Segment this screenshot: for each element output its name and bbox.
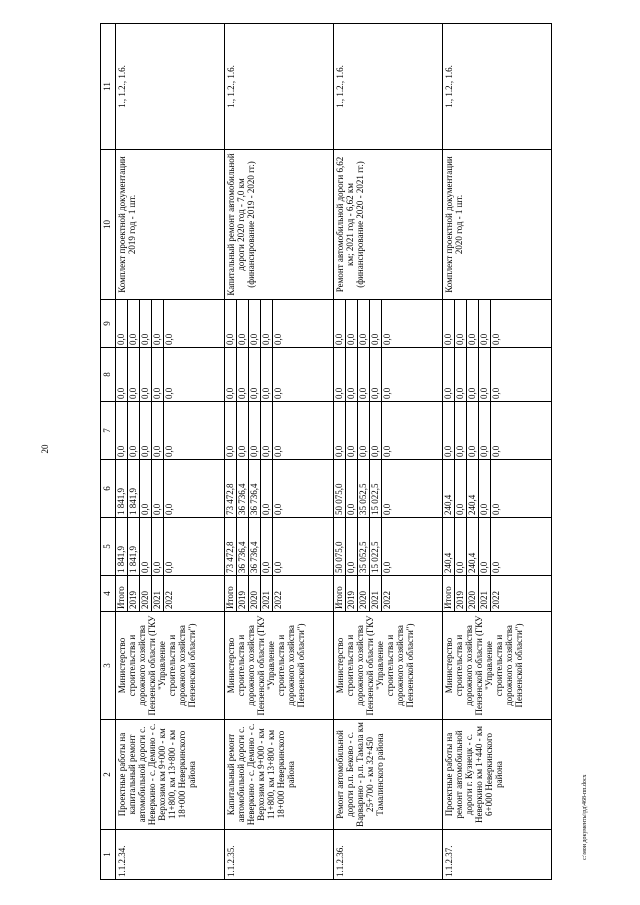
regional-budget-cell-value: 15 022,5 xyxy=(370,460,382,517)
activity-name: Проектные работы на капитальный ремонт автомобильной дороги с. Неверкино - с. Демино - с. Верхозим км 9+000 - км 11+800, км 13+800 - км 18+000 Неверкинского района xyxy=(116,720,225,830)
total-funding-cell-value: 0,0 xyxy=(273,561,283,573)
executor: Министерство строительства и дорожного хозяйства Пензенской области (ГКУ "Управление строительства и дорожного хозяйства Пензенской области") xyxy=(443,612,552,720)
footer-file-path: c:\мои документы\рд\468-пп.docx xyxy=(582,774,588,860)
total-funding-cell-value: 240,4 xyxy=(467,518,479,575)
total-funding-cell xyxy=(116,518,225,576)
regional-budget-cell-value: 35 052,5 xyxy=(358,460,370,517)
program-table xyxy=(100,23,552,880)
federal-budget-cell-value: 0,0 xyxy=(467,402,479,459)
federal-budget-cell xyxy=(443,402,552,460)
federal-budget-cell xyxy=(225,402,334,460)
other-sources-cell xyxy=(225,300,334,348)
total-funding-cell-value: 0,0 xyxy=(491,561,501,573)
target-links: 1., 1.2., 1.6. xyxy=(225,24,334,150)
years-cell-value: 2021 xyxy=(479,576,491,611)
years-cell-value: Итого xyxy=(334,576,346,611)
other-sources-cell-value: 0,0 xyxy=(116,300,128,347)
executor: Министерство строительства и дорожного хозяйства Пензенской области (ГКУ "Управление строительства и дорожного хозяйства Пензенской области") xyxy=(225,612,334,720)
target-links: 1., 1.2., 1.6. xyxy=(334,24,443,150)
result-indicator: Комплект проектной документации 2020 год - 1 шт. xyxy=(443,150,552,300)
other-sources-cell-value: 0,0 xyxy=(152,300,164,347)
column-number: 6 xyxy=(101,460,116,518)
regional-budget-cell-value: 0,0 xyxy=(455,460,467,517)
federal-budget-cell-value: 0,0 xyxy=(370,402,382,459)
other-sources-cell-value: 0,0 xyxy=(164,333,174,345)
total-funding-cell-value: 1 841,9 xyxy=(116,518,128,575)
column-number: 7 xyxy=(101,402,116,460)
federal-budget-cell-value: 0,0 xyxy=(443,402,455,459)
regional-budget-cell-value: 0,0 xyxy=(164,503,174,515)
row-number: 1.1.2.37. xyxy=(443,830,552,880)
regional-budget-cell xyxy=(225,460,334,518)
regional-budget-cell-value: 36 736,4 xyxy=(237,460,249,517)
regional-budget-cell-value: 1 841,9 xyxy=(128,460,140,517)
years-cell-value: 2020 xyxy=(358,576,370,611)
rotated-table-wrapper xyxy=(100,24,582,880)
federal-budget-cell xyxy=(116,402,225,460)
local-budget-cell-value: 0,0 xyxy=(273,387,283,399)
total-funding-cell-value: 36 736,4 xyxy=(249,518,261,575)
years-cell-value: 2020 xyxy=(140,576,152,611)
federal-budget-cell-value: 0,0 xyxy=(140,402,152,459)
local-budget-cell-value: 0,0 xyxy=(334,348,346,401)
page-number: 20 xyxy=(40,444,50,454)
activity-name: Ремонт автомобильной дороги р.п. Беково - с. Варварино - р.п. Тамала км 25+700 - км 32+450 Тамалинского района xyxy=(334,720,443,830)
local-budget-cell-value: 0,0 xyxy=(479,348,491,401)
regional-budget-cell-value: 73 472,8 xyxy=(225,460,237,517)
other-sources-cell-value: 0,0 xyxy=(261,300,273,347)
federal-budget-cell-value: 0,0 xyxy=(358,402,370,459)
years-cell xyxy=(225,576,334,612)
other-sources-cell-value: 0,0 xyxy=(346,300,358,347)
column-number: 10 xyxy=(101,150,116,300)
federal-budget-cell-value: 0,0 xyxy=(152,402,164,459)
other-sources-cell-value: 0,0 xyxy=(334,300,346,347)
row-number: 1.1.2.36. xyxy=(334,830,443,880)
federal-budget-cell-value: 0,0 xyxy=(382,445,392,457)
other-sources-cell xyxy=(116,300,225,348)
federal-budget-cell-value: 0,0 xyxy=(346,402,358,459)
table-row xyxy=(334,24,443,880)
years-cell-value: Итого xyxy=(443,576,455,611)
other-sources-cell-value: 0,0 xyxy=(443,300,455,347)
federal-budget-cell-value: 0,0 xyxy=(164,445,174,457)
other-sources-cell-value: 0,0 xyxy=(358,300,370,347)
local-budget-cell-value: 0,0 xyxy=(128,348,140,401)
regional-budget-cell-value: 50 075,0 xyxy=(334,460,346,517)
total-funding-cell-value: 36 736,4 xyxy=(237,518,249,575)
federal-budget-cell-value: 0,0 xyxy=(261,402,273,459)
column-number: 4 xyxy=(101,576,116,612)
years-cell-value: 2021 xyxy=(152,576,164,611)
total-funding-cell-value: 0,0 xyxy=(455,518,467,575)
local-budget-cell-value: 0,0 xyxy=(261,348,273,401)
other-sources-cell xyxy=(443,300,552,348)
other-sources-cell-value: 0,0 xyxy=(370,300,382,347)
other-sources-cell-value: 0,0 xyxy=(128,300,140,347)
years-cell-value: 2021 xyxy=(370,576,382,611)
table-row xyxy=(116,24,225,880)
local-budget-cell-value: 0,0 xyxy=(491,387,501,399)
years-cell-value: 2019 xyxy=(455,576,467,611)
regional-budget-cell-value: 0,0 xyxy=(140,460,152,517)
other-sources-cell-value: 0,0 xyxy=(273,333,283,345)
total-funding-cell xyxy=(334,518,443,576)
regional-budget-cell-value: 1 841,9 xyxy=(116,460,128,517)
total-funding-cell-value: 0,0 xyxy=(479,518,491,575)
total-funding-cell-value: 15 022,5 xyxy=(370,518,382,575)
other-sources-cell-value: 0,0 xyxy=(140,300,152,347)
years-cell-value: Итого xyxy=(116,576,128,611)
federal-budget-cell-value: 0,0 xyxy=(334,402,346,459)
other-sources-cell-value: 0,0 xyxy=(479,300,491,347)
total-funding-cell-value: 0,0 xyxy=(152,518,164,575)
regional-budget-cell-value: 0,0 xyxy=(382,503,392,515)
years-cell-value: 2019 xyxy=(237,576,249,611)
row-number: 1.1.2.35. xyxy=(225,830,334,880)
local-budget-cell xyxy=(225,348,334,402)
activity-name: Проектные работы на ремонт автомобильной дороги г. Кузнецк - с. Неверкино км 1+440 - км 6+000 Неверкинского района xyxy=(443,720,552,830)
local-budget-cell xyxy=(443,348,552,402)
column-number: 5 xyxy=(101,518,116,576)
regional-budget-cell-value: 0,0 xyxy=(479,460,491,517)
regional-budget-cell-value: 0,0 xyxy=(273,503,283,515)
years-cell-value: 2022 xyxy=(491,591,501,609)
years-cell-value: 2020 xyxy=(249,576,261,611)
total-funding-cell xyxy=(443,518,552,576)
local-budget-cell-value: 0,0 xyxy=(152,348,164,401)
regional-budget-cell xyxy=(443,460,552,518)
federal-budget-cell xyxy=(334,402,443,460)
executor: Министерство строительства и дорожного хозяйства Пензенской области (ГКУ "Управление строительства и дорожного хозяйства Пензенской области") xyxy=(116,612,225,720)
years-cell-value: 2019 xyxy=(128,576,140,611)
total-funding-cell-value: 50 075,0 xyxy=(334,518,346,575)
local-budget-cell-value: 0,0 xyxy=(455,348,467,401)
total-funding-cell-value: 0,0 xyxy=(261,518,273,575)
total-funding-cell-value: 0,0 xyxy=(140,518,152,575)
federal-budget-cell-value: 0,0 xyxy=(237,402,249,459)
total-funding-cell-value: 1 841,9 xyxy=(128,518,140,575)
total-funding-cell-value: 0,0 xyxy=(382,561,392,573)
table-row xyxy=(225,24,334,880)
other-sources-cell-value: 0,0 xyxy=(491,333,501,345)
local-budget-cell-value: 0,0 xyxy=(164,387,174,399)
local-budget-cell-value: 0,0 xyxy=(370,348,382,401)
regional-budget-cell-value: 0,0 xyxy=(346,460,358,517)
federal-budget-cell-value: 0,0 xyxy=(491,445,501,457)
total-funding-cell-value: 0,0 xyxy=(164,561,174,573)
table-row xyxy=(443,24,552,880)
total-funding-cell-value: 35 052,5 xyxy=(358,518,370,575)
years-cell-value: 2022 xyxy=(273,591,283,609)
regional-budget-cell-value: 240,4 xyxy=(443,460,455,517)
local-budget-cell-value: 0,0 xyxy=(237,348,249,401)
federal-budget-cell-value: 0,0 xyxy=(225,402,237,459)
activity-name: Капитальный ремонт автомобильной дороги с. Неверкино - с. Демино - с. Верхозим км 9+000 - км 11+800, км 13+800 - км 18+000 Неверкинского района xyxy=(225,720,334,830)
regional-budget-cell-value: 0,0 xyxy=(491,503,501,515)
federal-budget-cell-value: 0,0 xyxy=(479,402,491,459)
total-funding-cell-value: 0,0 xyxy=(346,518,358,575)
column-number: 11 xyxy=(101,24,116,150)
row-number: 1.1.2.34. xyxy=(116,830,225,880)
other-sources-cell xyxy=(334,300,443,348)
result-indicator: Капитальный ремонт автомобильной дороги 2020 год - 7,0 км (финансирование 2019 - 2020 гг.) xyxy=(225,150,334,300)
regional-budget-cell xyxy=(334,460,443,518)
local-budget-cell-value: 0,0 xyxy=(116,348,128,401)
result-indicator: Ремонт автомобильной дороги 6,62 км; 2021 год - 6,62 км (финансирование 2020 - 2021 гг.) xyxy=(334,150,443,300)
total-funding-cell-value: 73 472,8 xyxy=(225,518,237,575)
other-sources-cell-value: 0,0 xyxy=(455,300,467,347)
regional-budget-cell-value: 240,4 xyxy=(467,460,479,517)
federal-budget-cell-value: 0,0 xyxy=(128,402,140,459)
federal-budget-cell-value: 0,0 xyxy=(273,445,283,457)
total-funding-cell-value: 240,4 xyxy=(443,518,455,575)
years-cell-value: 2020 xyxy=(467,576,479,611)
target-links: 1., 1.2., 1.6. xyxy=(443,24,552,150)
column-number: 2 xyxy=(101,720,116,830)
years-cell-value: 2019 xyxy=(346,576,358,611)
other-sources-cell-value: 0,0 xyxy=(237,300,249,347)
local-budget-cell xyxy=(116,348,225,402)
total-funding-cell xyxy=(225,518,334,576)
years-cell-value: Итого xyxy=(225,576,237,611)
federal-budget-cell-value: 0,0 xyxy=(249,402,261,459)
years-cell-value: 2021 xyxy=(261,576,273,611)
regional-budget-cell-value: 0,0 xyxy=(152,460,164,517)
column-numbers-row xyxy=(101,24,116,880)
local-budget-cell-value: 0,0 xyxy=(358,348,370,401)
column-number: 9 xyxy=(101,300,116,348)
other-sources-cell-value: 0,0 xyxy=(382,333,392,345)
other-sources-cell-value: 0,0 xyxy=(225,300,237,347)
target-links: 1., 1.2., 1.6. xyxy=(116,24,225,150)
regional-budget-cell-value: 0,0 xyxy=(261,460,273,517)
local-budget-cell-value: 0,0 xyxy=(346,348,358,401)
years-cell-value: 2022 xyxy=(382,591,392,609)
column-number: 1 xyxy=(101,830,116,880)
other-sources-cell-value: 0,0 xyxy=(249,300,261,347)
years-cell xyxy=(334,576,443,612)
local-budget-cell-value: 0,0 xyxy=(249,348,261,401)
years-cell xyxy=(116,576,225,612)
other-sources-cell-value: 0,0 xyxy=(467,300,479,347)
years-cell-value: 2022 xyxy=(164,591,174,609)
federal-budget-cell-value: 0,0 xyxy=(116,402,128,459)
local-budget-cell-value: 0,0 xyxy=(140,348,152,401)
federal-budget-cell-value: 0,0 xyxy=(455,402,467,459)
local-budget-cell-value: 0,0 xyxy=(382,387,392,399)
local-budget-cell-value: 0,0 xyxy=(443,348,455,401)
local-budget-cell xyxy=(334,348,443,402)
column-number: 3 xyxy=(101,612,116,720)
local-budget-cell-value: 0,0 xyxy=(225,348,237,401)
regional-budget-cell xyxy=(116,460,225,518)
years-cell xyxy=(443,576,552,612)
column-number: 8 xyxy=(101,348,116,402)
regional-budget-cell-value: 36 736,4 xyxy=(249,460,261,517)
executor: Министерство строительства и дорожного хозяйства Пензенской области (ГКУ "Управление строительства и дорожного хозяйства Пензенской области") xyxy=(334,612,443,720)
result-indicator: Комплект проектной документации 2019 год - 1 шт. xyxy=(116,150,225,300)
local-budget-cell-value: 0,0 xyxy=(467,348,479,401)
